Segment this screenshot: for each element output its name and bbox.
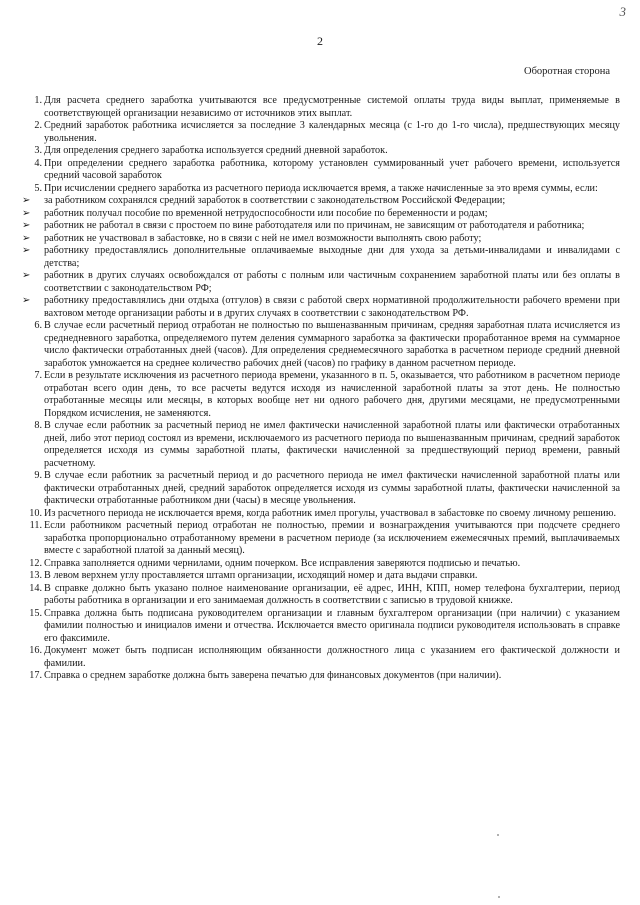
item-text: В случае если работник за расчетный период не имел фактически начисленной заработной платы или фактически отработанных дней, либо этот период состоял из времени, исключаемого из расчетного периода по вышеназванным причинам, средний заработок определяется исходя из суммы заработной платы, фактически начисленной за предшествующий период времени, равный расчетному.	[44, 420, 620, 469]
exclusion-bullet-list	[22, 195, 620, 320]
list-item	[22, 145, 620, 158]
item-number: 16.	[29, 645, 42, 656]
bullet-text: работник получал пособие по временной нетрудоспособности или пособие по беременности и родам;	[44, 207, 488, 219]
item-text: Средний заработок работника исчисляется за последние 3 календарных месяца (с 1-го до 1-го числа), предшествующих месяцу увольнения.	[44, 120, 620, 144]
item-text: Справка должна быть подписана руководителем организации и главным бухгалтером организации (при наличии) с указанием фамилии полностью и инициалов имени и отчества. Исключается вместо оригинала подписи руководителя использовать в справке его факсимиле.	[44, 607, 620, 644]
bullet-item	[22, 295, 620, 320]
item-number: 12.	[29, 557, 42, 569]
item-text: В левом верхнем углу проставляется штамп организации, исходящий номер и дата выдачи справки.	[44, 570, 478, 581]
list-item	[22, 120, 620, 145]
scan-speck	[497, 834, 499, 836]
bullet-text: работнику предоставлялись дополнительные оплачиваемые выходные дни для ухода за детьми-инвалидами и инвалидами с детства;	[44, 245, 620, 269]
item-text: Справка о среднем заработке должна быть заверена печатью для финансовых документов (при наличии).	[44, 670, 502, 681]
item-number: 7.	[34, 370, 42, 381]
numbered-list-part-2	[22, 320, 620, 683]
list-item	[22, 570, 620, 583]
arrow-bullet-icon: ➢	[22, 245, 31, 256]
list-item	[22, 420, 620, 470]
list-item	[22, 183, 620, 196]
arrow-bullet-icon: ➢	[22, 195, 31, 206]
bullet-item	[22, 233, 620, 246]
numbered-list-part-1	[22, 95, 620, 195]
list-item	[22, 370, 620, 420]
item-text: В случае если расчетный период отработан не полностью по вышеназванным причинам, средняя заработная плата исчисляется из среднедневного заработка, определяемого путем деления суммарного заработка за фактически проработанное время на суммарное число фактически отработанных дней (часов). Для определения среднемесячного заработка в расчетном периоде средний дневной заработок умножается на среднее количество рабочих дней (часов) по графику в данном расчетном периоде.	[44, 320, 620, 369]
item-number: 3.	[34, 145, 42, 156]
item-number: 8.	[34, 420, 42, 431]
list-item	[22, 670, 620, 683]
list-item	[22, 645, 620, 670]
item-number: 11.	[29, 520, 42, 531]
bullet-text: работник не работал в связи с простоем по вине работодателя или по причинам, не зависящим от работодателя и работника;	[44, 220, 585, 231]
arrow-bullet-icon: ➢	[22, 232, 31, 244]
item-number: 1.	[34, 95, 42, 106]
item-text: Если работником расчетный период отработан не полностью, премии и вознаграждения учитываются при подсчете среднего заработка пропорционально отработанному времени в расчетном периоде (за исключением ежемесячных премий, выплачиваемых вместе с заработной платой за данный месяц).	[44, 520, 620, 556]
item-text: В справке должно быть указано полное наименование организации, её адрес, ИНН, КПП, номер телефона бухгалтерии, период работы работника в организации и его занимаемая должность в соответствии с записью в трудовой книжке.	[44, 582, 620, 606]
item-text: Для определения среднего заработка используется средний дневной заработок.	[44, 145, 388, 156]
item-number: 10.	[29, 507, 42, 519]
arrow-bullet-icon: ➢	[22, 270, 31, 281]
back-side-label: Оборотная сторона	[524, 66, 610, 77]
item-text: При исчислении среднего заработка из расчетного периода исключается время, а также начисленные за это время суммы, если:	[44, 182, 598, 194]
item-number: 17.	[29, 670, 42, 681]
item-number: 9.	[34, 470, 42, 481]
item-text: Справка заполняется одними чернилами, одним почерком. Все исправления заверяются подписью и печатью.	[44, 557, 521, 569]
instructions-list	[22, 95, 620, 683]
list-item	[22, 320, 620, 370]
bullet-item	[22, 245, 620, 270]
list-item	[22, 520, 620, 558]
item-number: 15.	[29, 607, 42, 619]
bullet-text: работник не участвовал в забастовке, но в связи с ней не имел возможности выполнять свою работу;	[44, 232, 482, 244]
bullet-text: работнику предоставлялись дни отдыха (отгулов) в связи с работой сверх нормативной продолжительности рабочего времени при вахтовом методе организации работы и в других случаях в соответствии с законодательством РФ.	[44, 295, 620, 319]
bullet-text: за работником сохранялся средний заработок в соответствии с законодательством Российской Федерации;	[44, 195, 506, 206]
arrow-bullet-icon: ➢	[22, 220, 31, 231]
list-item	[22, 558, 620, 571]
list-item	[22, 95, 620, 120]
item-text: При определении среднего заработка работника, которому установлен суммированный учет рабочего времени, используется средний часовой заработок	[44, 157, 620, 181]
item-number: 14.	[29, 582, 42, 594]
bullet-item	[22, 270, 620, 295]
list-item	[22, 508, 620, 521]
bullet-text: работник в других случаях освобождался от работы с полным или частичным сохранением заработной платы или без оплаты в соответствии с законодательством РФ;	[44, 270, 620, 294]
item-number: 6.	[34, 320, 42, 331]
item-text: Документ может быть подписан исполняющим обязанности должностного лица с указанием его фактической должности и фамилии.	[44, 645, 620, 669]
item-number: 5.	[34, 182, 42, 194]
item-number: 13.	[29, 570, 42, 581]
list-item	[22, 608, 620, 646]
scan-speck	[498, 896, 500, 898]
handwritten-page-number: 3	[619, 4, 626, 19]
item-text: В случае если работник за расчетный период и до расчетного периода не имел фактически начисленной заработной платы или фактически отработанных дней, средний заработок определяется исходя из суммы заработной платы, фактически начисленной за фактически отработанные работником дни (часы) в месяце увольнения.	[44, 470, 620, 506]
list-item	[22, 158, 620, 183]
arrow-bullet-icon: ➢	[22, 207, 31, 219]
list-item	[22, 470, 620, 508]
item-text: Если в результате исключения из расчетного периода времени, указанного в п. 5, оказывается, что работником в расчетном периоде отработан всего один день, то все расчеты ведутся исходя из начисленной заработной платы за этот день. Не полностью отработанные месяцы или месяцы, в которых вообще нет ни одного рабочего дня, другими месяцами, не предусмотренными Порядком исчисления, не заменяются.	[44, 370, 620, 419]
page-number: 2	[317, 34, 323, 48]
item-number: 4.	[34, 157, 42, 169]
list-item	[22, 583, 620, 608]
item-text: Из расчетного периода не исключается время, когда работник имел прогулы, участвовал в забастовке по своему личному решению.	[44, 507, 617, 519]
bullet-item	[22, 208, 620, 221]
bullet-item	[22, 220, 620, 233]
item-text: Для расчета среднего заработка учитываются все предусмотренные системой оплаты труда виды выплат, применяемые в соответствующей организации независимо от источников этих выплат.	[44, 95, 620, 119]
bullet-item	[22, 195, 620, 208]
arrow-bullet-icon: ➢	[22, 295, 31, 306]
item-number: 2.	[34, 120, 42, 131]
